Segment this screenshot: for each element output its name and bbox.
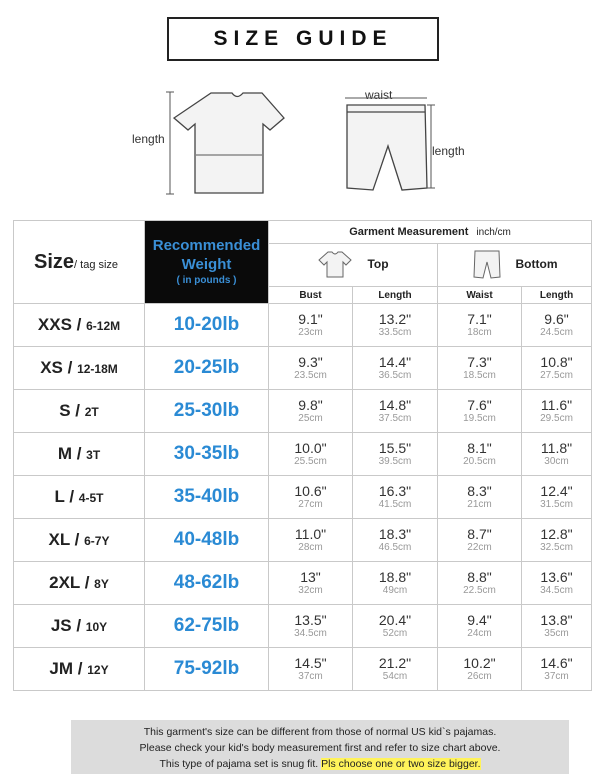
bust-cm-value: 23cm bbox=[298, 327, 323, 338]
waist-cell bbox=[438, 390, 522, 433]
fit-note bbox=[71, 720, 569, 774]
size-value: S bbox=[59, 401, 71, 420]
waist-cm-value: 19.5cm bbox=[463, 413, 496, 424]
tshirt-icon bbox=[174, 93, 284, 193]
waist-inch-value: 9.4" bbox=[467, 612, 492, 628]
blen-cell bbox=[522, 347, 592, 390]
blen-cm-value: 37cm bbox=[544, 671, 569, 682]
measurement-diagrams bbox=[0, 80, 610, 205]
blen-inch-value: 12.4" bbox=[540, 483, 573, 499]
tlen-cm-value: 46.5cm bbox=[378, 542, 412, 553]
tag-size-value: 2T bbox=[84, 405, 99, 419]
garment-diagram-graphic bbox=[0, 80, 610, 205]
tag-size-value: 6-12M bbox=[86, 319, 121, 333]
blen-inch-value: 10.8" bbox=[540, 354, 573, 370]
weight-cell: 25-30lb bbox=[145, 390, 269, 433]
page-title: SIZE GUIDE bbox=[167, 17, 439, 61]
blen-cell bbox=[522, 648, 592, 691]
tlen-cm-value: 41.5cm bbox=[378, 499, 412, 510]
waist-cm-value: 18.5cm bbox=[463, 370, 496, 381]
size-value: JS bbox=[50, 616, 72, 635]
blen-inch-value: 11.8" bbox=[540, 440, 573, 456]
tag-size-value: 12-18M bbox=[77, 362, 118, 376]
bust-cell bbox=[269, 347, 353, 390]
top-length-subheader: Length bbox=[353, 287, 438, 304]
waist-cell bbox=[438, 433, 522, 476]
tlen-cell bbox=[353, 347, 438, 390]
bust-cm-value: 32cm bbox=[298, 585, 323, 596]
shorts-icon bbox=[347, 105, 427, 190]
bust-inch-value: 9.8" bbox=[298, 397, 323, 413]
tlen-inch-value: 14.4" bbox=[378, 354, 412, 370]
size-cell: JS / 10Y bbox=[14, 605, 145, 648]
note-line-3 bbox=[71, 756, 569, 772]
bust-cell bbox=[269, 605, 353, 648]
tlen-inch-value: 13.2" bbox=[378, 311, 412, 327]
weight-cell: 10-20lb bbox=[145, 304, 269, 347]
tlen-cell bbox=[353, 476, 438, 519]
blen-cell bbox=[522, 605, 592, 648]
waist-cell bbox=[438, 476, 522, 519]
tlen-inch-value: 15.5" bbox=[378, 440, 412, 456]
waist-cm-value: 22.5cm bbox=[463, 585, 496, 596]
tag-size-header-label: / tag size bbox=[74, 258, 119, 271]
tlen-inch-value: 20.4" bbox=[378, 612, 412, 628]
size-column-header bbox=[14, 221, 145, 304]
waist-inch-value: 8.8" bbox=[467, 569, 492, 585]
bottom-length-subheader: Length bbox=[522, 287, 592, 304]
bust-cell bbox=[269, 433, 353, 476]
size-cell: XL / 6-7Y bbox=[14, 519, 145, 562]
weight-cell: 40-48lb bbox=[145, 519, 269, 562]
bust-inch-value: 10.0" bbox=[294, 440, 327, 456]
bust-cm-value: 25.5cm bbox=[294, 456, 327, 467]
blen-cm-value: 32.5cm bbox=[540, 542, 573, 553]
tlen-inch-value: 14.8" bbox=[378, 397, 412, 413]
note-highlight: Pls choose one or two size bigger. bbox=[321, 758, 481, 770]
bust-cell bbox=[269, 519, 353, 562]
blen-inch-value: 11.6" bbox=[540, 397, 573, 413]
table-row bbox=[14, 433, 592, 476]
tlen-cell bbox=[353, 519, 438, 562]
tlen-inch-value: 18.8" bbox=[378, 569, 412, 585]
tag-size-value: 6-7Y bbox=[84, 534, 110, 548]
tag-size-value: 3T bbox=[86, 448, 101, 462]
bust-subheader: Bust bbox=[269, 287, 353, 304]
blen-inch-value: 12.8" bbox=[540, 526, 573, 542]
blen-cell bbox=[522, 390, 592, 433]
tlen-cm-value: 36.5cm bbox=[378, 370, 412, 381]
size-value: XS bbox=[40, 358, 63, 377]
unit-label: inch/cm bbox=[476, 227, 511, 238]
blen-inch-value: 14.6" bbox=[540, 655, 573, 671]
shirt-length-label: length bbox=[132, 132, 165, 146]
waist-cell bbox=[438, 605, 522, 648]
tag-size-value: 8Y bbox=[94, 577, 109, 591]
size-cell: L / 4-5T bbox=[14, 476, 145, 519]
waist-cell bbox=[438, 562, 522, 605]
waist-subheader: Waist bbox=[438, 287, 522, 304]
blen-inch-value: 13.8" bbox=[540, 612, 573, 628]
tlen-cm-value: 52cm bbox=[382, 628, 408, 639]
weight-cell: 48-62lb bbox=[145, 562, 269, 605]
blen-cell bbox=[522, 562, 592, 605]
weight-header-line2: Weight bbox=[181, 256, 232, 273]
waist-inch-value: 7.1" bbox=[467, 311, 492, 327]
tlen-cell bbox=[353, 390, 438, 433]
waist-cell bbox=[438, 648, 522, 691]
table-row bbox=[14, 304, 592, 347]
garment-measurement-label: Garment Measurement bbox=[349, 226, 469, 238]
note-line-2: Please check your kid's body measurement first and refer to size chart above. bbox=[139, 742, 501, 754]
blen-cm-value: 34.5cm bbox=[540, 585, 573, 596]
size-value: JM bbox=[49, 659, 74, 678]
tlen-cm-value: 54cm bbox=[382, 671, 408, 682]
table-row bbox=[14, 648, 592, 691]
bust-inch-value: 9.1" bbox=[298, 311, 323, 327]
size-value: M bbox=[57, 444, 72, 463]
blen-cm-value: 24.5cm bbox=[540, 327, 573, 338]
size-cell: JM / 12Y bbox=[14, 648, 145, 691]
blen-inch-value: 9.6" bbox=[544, 311, 569, 327]
waist-inch-value: 7.6" bbox=[467, 397, 492, 413]
size-value: L bbox=[54, 487, 65, 506]
bottom-group-label: Bottom bbox=[515, 256, 558, 271]
tlen-cell bbox=[353, 562, 438, 605]
top-group-header bbox=[269, 244, 438, 287]
note-line-1: This garment's size can be different from those of normal US kid`s pajamas. bbox=[143, 726, 497, 738]
tlen-inch-value: 18.3" bbox=[378, 526, 412, 542]
garment-measurement-header bbox=[269, 221, 592, 244]
waist-cell bbox=[438, 347, 522, 390]
waist-cm-value: 24cm bbox=[467, 628, 492, 639]
table-row bbox=[14, 390, 592, 433]
bust-cm-value: 28cm bbox=[298, 542, 323, 553]
weight-cell: 35-40lb bbox=[145, 476, 269, 519]
bust-inch-value: 13.5" bbox=[294, 612, 327, 628]
blen-cm-value: 29.5cm bbox=[540, 413, 573, 424]
blen-cm-value: 31.5cm bbox=[540, 499, 573, 510]
bust-cm-value: 37cm bbox=[298, 671, 323, 682]
tlen-cell bbox=[353, 433, 438, 476]
blen-inch-value: 13.6" bbox=[540, 569, 573, 585]
waist-cm-value: 21cm bbox=[467, 499, 492, 510]
blen-cell bbox=[522, 304, 592, 347]
note-line-3-text: This type of pajama set is snug fit. bbox=[159, 758, 319, 770]
bust-inch-value: 14.5" bbox=[294, 655, 327, 671]
tag-size-value: 10Y bbox=[85, 620, 108, 634]
weight-cell: 75-92lb bbox=[145, 648, 269, 691]
bust-cell bbox=[269, 562, 353, 605]
bust-cm-value: 25cm bbox=[298, 413, 323, 424]
table-row bbox=[14, 605, 592, 648]
table-row bbox=[14, 562, 592, 605]
size-cell: XXS / 6-12M bbox=[14, 304, 145, 347]
bust-cm-value: 34.5cm bbox=[294, 628, 327, 639]
tlen-cm-value: 49cm bbox=[382, 585, 408, 596]
tlen-inch-value: 16.3" bbox=[378, 483, 412, 499]
blen-cell bbox=[522, 476, 592, 519]
bust-cell bbox=[269, 390, 353, 433]
waist-inch-value: 8.1" bbox=[467, 440, 492, 456]
waist-cell bbox=[438, 519, 522, 562]
shorts-waist-label: waist bbox=[365, 88, 393, 102]
size-cell: S / 2T bbox=[14, 390, 145, 433]
tlen-cm-value: 37.5cm bbox=[378, 413, 412, 424]
bust-cell bbox=[269, 648, 353, 691]
blen-cm-value: 27.5cm bbox=[540, 370, 573, 381]
weight-cell: 62-75lb bbox=[145, 605, 269, 648]
size-value: XL bbox=[48, 530, 70, 549]
blen-cm-value: 35cm bbox=[544, 628, 569, 639]
bust-cm-value: 27cm bbox=[298, 499, 323, 510]
shorts-small-icon bbox=[472, 248, 502, 280]
tlen-cell bbox=[353, 648, 438, 691]
waist-inch-value: 10.2" bbox=[463, 655, 496, 671]
table-row bbox=[14, 476, 592, 519]
waist-cm-value: 18cm bbox=[467, 327, 492, 338]
tag-size-value: 12Y bbox=[87, 663, 109, 677]
bust-cm-value: 23.5cm bbox=[294, 370, 327, 381]
bust-inch-value: 11.0" bbox=[294, 526, 327, 542]
size-header-label: Size bbox=[34, 250, 75, 273]
bust-inch-value: 9.3" bbox=[298, 354, 323, 370]
size-value: 2XL bbox=[49, 573, 80, 592]
waist-cell bbox=[438, 304, 522, 347]
blen-cell bbox=[522, 433, 592, 476]
top-group-label: Top bbox=[367, 256, 389, 271]
blen-cm-value: 30cm bbox=[544, 456, 569, 467]
weight-cell: 20-25lb bbox=[145, 347, 269, 390]
size-cell: M / 3T bbox=[14, 433, 145, 476]
table-row bbox=[14, 519, 592, 562]
table-row bbox=[14, 347, 592, 390]
weight-column-header bbox=[145, 221, 269, 304]
bottom-group-header bbox=[438, 244, 592, 287]
bust-cell bbox=[269, 476, 353, 519]
waist-inch-value: 7.3" bbox=[467, 354, 492, 370]
bust-inch-value: 13" bbox=[300, 569, 321, 585]
tlen-cell bbox=[353, 605, 438, 648]
size-cell: 2XL / 8Y bbox=[14, 562, 145, 605]
waist-cm-value: 22cm bbox=[467, 542, 492, 553]
waist-inch-value: 8.7" bbox=[467, 526, 492, 542]
waist-cm-value: 26cm bbox=[467, 671, 492, 682]
tlen-cm-value: 39.5cm bbox=[378, 456, 412, 467]
waist-cm-value: 20.5cm bbox=[463, 456, 496, 467]
weight-header-unit: ( in pounds ) bbox=[176, 275, 237, 286]
blen-cell bbox=[522, 519, 592, 562]
weight-cell: 30-35lb bbox=[145, 433, 269, 476]
shorts-length-label: length bbox=[432, 144, 465, 158]
tshirt-small-icon bbox=[317, 249, 353, 279]
bust-inch-value: 10.6" bbox=[294, 483, 327, 499]
tag-size-value: 4-5T bbox=[78, 491, 104, 505]
weight-header-line1: Recommended bbox=[152, 237, 261, 254]
size-value: XXS bbox=[37, 315, 72, 334]
size-cell: XS / 12-18M bbox=[14, 347, 145, 390]
waist-inch-value: 8.3" bbox=[467, 483, 492, 499]
tlen-cell bbox=[353, 304, 438, 347]
tlen-inch-value: 21.2" bbox=[378, 655, 412, 671]
bust-cell bbox=[269, 304, 353, 347]
tlen-cm-value: 33.5cm bbox=[378, 327, 412, 338]
size-chart-table bbox=[13, 220, 592, 691]
